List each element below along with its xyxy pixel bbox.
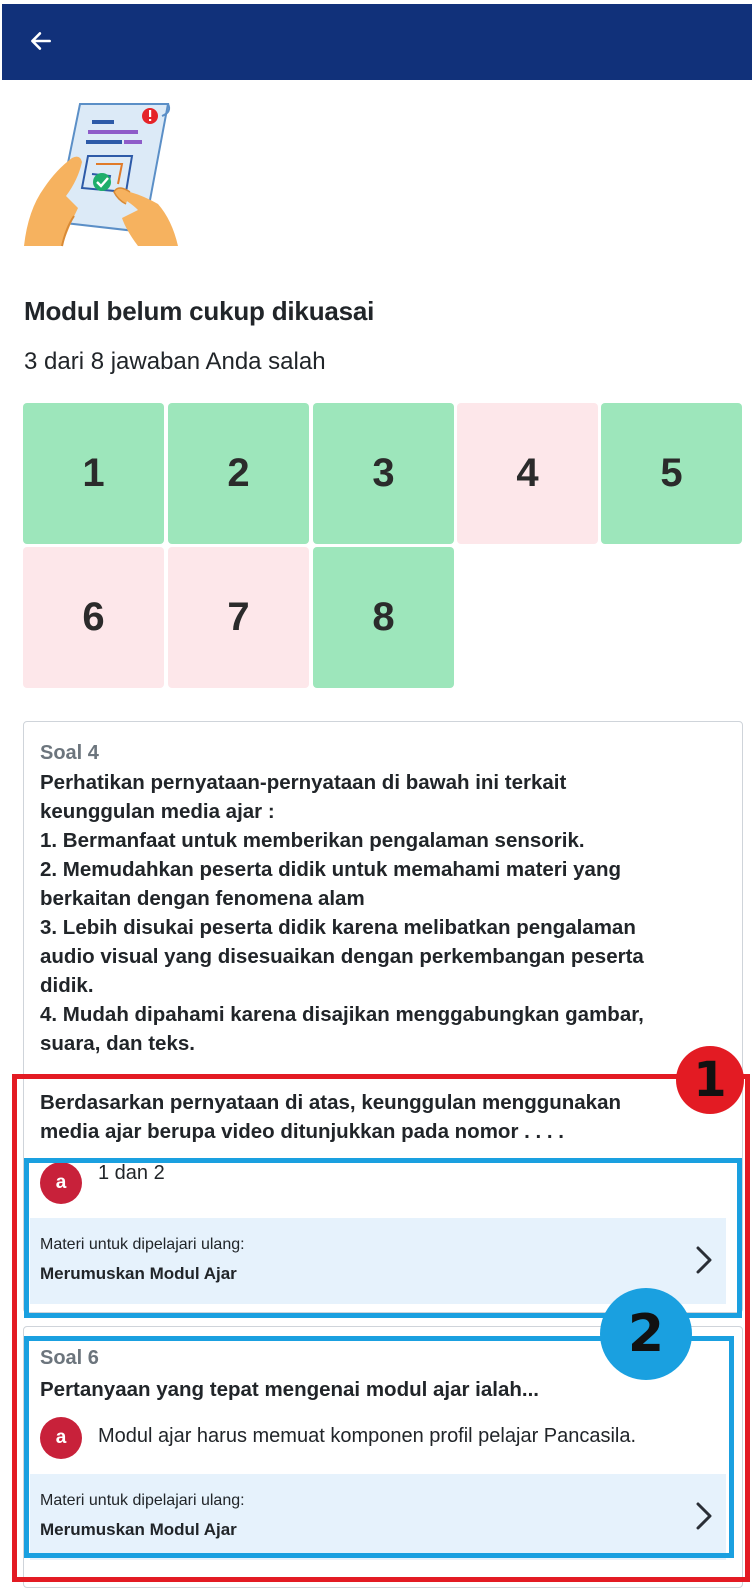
chevron-right-icon bbox=[694, 1244, 714, 1276]
question-line: berkaitan dengan fenomena alam bbox=[40, 887, 365, 910]
answer-tile-4[interactable]: 4 bbox=[457, 403, 598, 544]
question-text bbox=[40, 1375, 539, 1404]
annotation-marker-2: 2 bbox=[600, 1288, 692, 1380]
answer-tile-1[interactable]: 1 bbox=[23, 403, 164, 544]
selected-option[interactable] bbox=[40, 1417, 636, 1459]
answer-tile-8[interactable]: 8 bbox=[313, 547, 454, 688]
review-hint: Materi untuk dipelajari ulang: bbox=[40, 1492, 245, 1509]
app-header bbox=[2, 4, 752, 80]
question-label: Soal 6 bbox=[40, 1347, 99, 1369]
review-module-title: Merumuskan Modul Ajar bbox=[40, 1264, 237, 1283]
question-prompt-line: media ajar berupa video ditunjukkan pada nomor . . . . bbox=[40, 1120, 565, 1143]
option-text: Modul ajar harus memuat komponen profil pelajar Pancasila. bbox=[98, 1425, 637, 1447]
answer-tile-5[interactable]: 5 bbox=[601, 403, 742, 544]
answer-tile-2[interactable]: 2 bbox=[168, 403, 309, 544]
question-line: audio visual yang disesuaikan dengan perkembangan peserta bbox=[40, 945, 644, 968]
option-letter-badge: a bbox=[40, 1162, 82, 1204]
question-line: keunggulan media ajar : bbox=[40, 800, 275, 823]
chevron-right-icon bbox=[694, 1500, 714, 1532]
question-line: Pertanyaan yang tepat mengenai modul ajar ialah... bbox=[40, 1378, 539, 1401]
option-text: 1 dan 2 bbox=[98, 1162, 165, 1184]
question-line: Perhatikan pernyataan-pernyataan di bawah ini terkait bbox=[40, 771, 567, 794]
question-prompt-line: Berdasarkan pernyataan di atas, keunggulan menggunakan bbox=[40, 1091, 622, 1114]
arrow-left-icon bbox=[28, 28, 54, 54]
review-material-link[interactable] bbox=[30, 1474, 726, 1560]
question-line: 1. Bermanfaat untuk memberikan pengalaman sensorik. bbox=[40, 829, 585, 852]
question-line: 3. Lebih disukai peserta didik karena melibatkan pengalaman bbox=[40, 916, 636, 939]
question-line: 2. Memudahkan peserta didik untuk memahami materi yang bbox=[40, 858, 622, 881]
question-label: Soal 4 bbox=[40, 742, 99, 764]
question-line: 4. Mudah dipahami karena disajikan menggabungkan gambar, bbox=[40, 1003, 644, 1026]
review-hint: Materi untuk dipelajari ulang: bbox=[40, 1236, 245, 1253]
result-summary: 3 dari 8 jawaban Anda salah bbox=[24, 348, 326, 375]
review-module-title: Merumuskan Modul Ajar bbox=[40, 1520, 237, 1539]
question-text bbox=[40, 768, 644, 1058]
review-material-link[interactable] bbox=[30, 1218, 726, 1304]
option-letter-badge: a bbox=[40, 1417, 82, 1459]
annotation-marker-1: 1 bbox=[676, 1046, 744, 1114]
back-button[interactable] bbox=[24, 24, 58, 58]
answer-tile-7[interactable]: 7 bbox=[168, 547, 309, 688]
question-line: suara, dan teks. bbox=[40, 1032, 195, 1055]
question-line: didik. bbox=[40, 974, 94, 997]
selected-option[interactable] bbox=[40, 1162, 165, 1204]
question-prompt bbox=[40, 1088, 621, 1146]
answer-tile-3[interactable]: 3 bbox=[313, 403, 454, 544]
answer-tile-6[interactable]: 6 bbox=[23, 547, 164, 688]
document-review-illustration bbox=[22, 100, 178, 250]
result-title: Modul belum cukup dikuasai bbox=[24, 296, 375, 326]
